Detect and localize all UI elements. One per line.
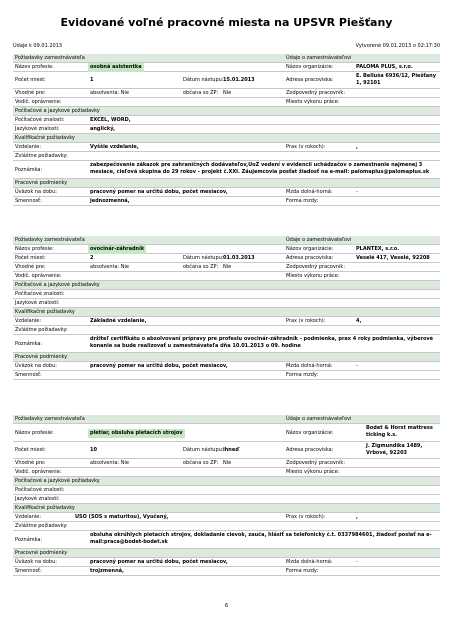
positions-row: Počet miest: 2 Dátum nástupu: 01.03.2013 Adresa pracoviska: Veselé 417, Veselé, 92208	[13, 254, 440, 263]
org-value: PALOMA PLUS, s.r.o.	[356, 64, 413, 70]
org-value: PLANTEX, s.r.o.	[356, 246, 400, 252]
section-header: Počítačové a jazykové požiadavky	[13, 107, 440, 116]
profession-value: ovocinár-záhradník	[90, 246, 145, 252]
section-header: Pracovné podmienky	[13, 353, 440, 362]
note-row: Poznámka: zabezpečovanie zákazok pre zahraničných dodávateľov,UoZ vedení v evidencii uchádzačov o zamestnanie najmenej 3 mesiace, cieľová skupina do 29 rokov - projekt č.XXI. Záujemcovia posťat žiadosť na e-mail: palomaplus@palomaplus.sk	[13, 161, 440, 179]
profession-row: Názov profesie: ovocinár-záhradník Názov organizácie: PLANTEX, s.r.o.	[13, 245, 440, 254]
profession-value: pletiar, obsluha pletacích strojov	[90, 430, 183, 436]
profession-value: osobná asistentka	[90, 64, 142, 70]
page-number: 6	[224, 603, 229, 609]
license-row: Vodič. oprávnenie: Miesto výkonu práce:	[13, 98, 440, 107]
license-row: Vodič. oprávnenie: Miesto výkonu práce:	[13, 272, 440, 281]
job-listing-1: Požiadavky zamestnávateľa Údaje o zamestnávateľovi Názov profesie: osobná asistentka Názov organizácie: PALOMA PLUS, s.r.o. Počet miest: 1 Dátum nástupu: 15.01.2013 Adresa pracoviska: E. Belluša 6936/12, Piešťany 1, 92101 Vhodné pre: absolventa: Nie občana so ZP: Nie Zodpovedný pracovník: Vodič. oprávnenie: Miesto výkonu práce: Počítačové a jazykové požiadavky Počítačové znalosti: EXCEL, WORD, Jazykové znalosti: anglický, Kvalifikačné požiadavky Vzdelanie: Vyššie vzdelanie, Prax (v rokoch): , Zvláštne požiadavky: Poznámka: zabezpečovanie zákazok pre zahraničných dodávateľov,UoZ vedení v evidencii uchádzačov o zamestnanie najmenej 3 mesiace, cieľová skupina do 29 rokov - projekt č.XXI. Záujemcovia posťat žiadosť na e-mail: palomaplus@palomaplus.sk Pracovné podmienky Úväzok na dobu: pracovný pomer na určitú dobu, počet mesiacov, Mzda dolná-horná: - Smennosť: jednozmenná, Forma mzdy:	[13, 54, 440, 206]
created-timestamp: Vytvorené 09.01.2013 o 02:17:30	[355, 43, 440, 49]
license-row: Vodič. oprávnenie: Miesto výkonu práce:	[13, 468, 440, 477]
note-row: Poznámka: držiteľ certifikátu o absolvovaní prípravy pre profesiu ovocinár-záhradník - podmienka, prax 4 roky podmienka, výberové konanie sa bude realizovať u zamestnávateľa dňa 10.01.2013 o 09. hodine	[13, 335, 440, 353]
section-header: Požiadavky zamestnávateľa Údaje o zamestnávateľovi	[13, 415, 440, 424]
section-header: Pracovné podmienky	[13, 179, 440, 188]
profession-row: Názov profesie: pletiar, obsluha pletacích strojov Názov organizácie: Bodet & Horst mattress ticking k.s.	[13, 424, 440, 442]
suitable-row: Vhodné pre: absolventa: Nie občana so ZP: Nie Zodpovedný pracovník:	[13, 89, 440, 98]
section-header: Pracovné podmienky	[13, 549, 440, 558]
positions-row: Počet miest: 10 Dátum nástupu: ihneď Adresa pracoviska: J. Zigmundíka 1489, Vrbové, 92203	[13, 442, 440, 459]
job-listing-2: Požiadavky zamestnávateľa Údaje o zamestnávateľovi Názov profesie: ovocinár-záhradník Názov organizácie: PLANTEX, s.r.o. Počet miest: 2 Dátum nástupu: 01.03.2013 Adresa pracoviska: Veselé 417, Veselé, 92208 Vhodné pre: absolventa: Nie občana so ZP: Nie Zodpovedný pracovník: Vodič. oprávnenie: Miesto výkonu práce: Počítačové a jazykové požiadavky Počítačové znalosti: Jazykové znalosti: Kvalifikačné požiadavky Vzdelanie: Základné vzdelanie, Prax (v rokoch): 4, Zvláštne požiadavky: Poznámka: držiteľ certifikátu o absolvovaní prípravy pre profesiu ovocinár-záhradník - podmienka, prax 4 roky podmienka, výberové konanie sa bude realizovať u zamestnávateľa dňa 10.01.2013 o 09. hodine Pracovné podmienky Úväzok na dobu: pracovný pomer na určitú dobu, počet mesiacov, Mzda dolná-horná: - Smennosť: Forma mzdy:	[13, 236, 440, 380]
note-row: Poznámka: obsluha okrúhlych pletacích strojov, dokladanie cievok, zauča, hlásiť sa telefonicky č.t. 0337984601, žiadosť poslať na e-mail:praca@bodet-bodet.sk	[13, 531, 440, 549]
section-header: Požiadavky zamestnávateľa Údaje o zamestnávateľovi	[13, 236, 440, 245]
job-listing-3: Požiadavky zamestnávateľa Údaje o zamestnávateľovi Názov profesie: pletiar, obsluha pletacích strojov Názov organizácie: Bodet & Horst mattress ticking k.s. Počet miest: 10 Dátum nástupu: ihneď Adresa pracoviska: J. Zigmundíka 1489, Vrbové, 92203 Vhodné pre: absolventa: Nie občana so ZP: Nie Zodpovedný pracovník: Vodič. oprávnenie: Miesto výkonu práce: Počítačové a jazykové požiadavky Počítačové znalosti: Jazykové znalosti: Kvalifikačné požiadavky Vzdelanie: USO (SOS s maturitou), Vyučený, Prax (v rokoch): , Zvláštne požiadavky: Poznámka: obsluha okrúhlych pletacích strojov, dokladanie cievok, zauča, hlásiť sa telefonicky č.t. 0337984601, žiadosť poslať na e-mail:praca@bodet-bodet.sk Pracovné podmienky Úväzok na dobu: pracovný pomer na určitú dobu, počet mesiacov, Mzda dolná-horná: - Smennosť: trojzmenná, Forma mzdy:	[13, 415, 440, 576]
positions-row: Počet miest: 1 Dátum nástupu: 15.01.2013 Adresa pracoviska: E. Belluša 6936/12, Piešťany 1, 92101	[13, 72, 440, 89]
section-header: Požiadavky zamestnávateľa Údaje o zamestnávateľovi	[13, 54, 440, 63]
suitable-row: Vhodné pre: absolventa: Nie občana so ZP: Nie Zodpovedný pracovník:	[13, 263, 440, 272]
section-header: Kvalifikačné požiadavky	[13, 504, 440, 513]
suitable-row: Vhodné pre: absolventa: Nie občana so ZP: Nie Zodpovedný pracovník:	[13, 459, 440, 468]
section-header: Počítačové a jazykové požiadavky	[13, 281, 440, 290]
section-header: Kvalifikačné požiadavky	[13, 134, 440, 143]
page-title: Evidované voľné pracovné miesta na UPSVR Piešťany	[60, 16, 393, 29]
section-header: Kvalifikačné požiadavky	[13, 308, 440, 317]
section-header: Počítačové a jazykové požiadavky	[13, 477, 440, 486]
org-value: Bodet & Horst mattress ticking k.s.	[366, 425, 433, 438]
profession-row: Názov profesie: osobná asistentka Názov organizácie: PALOMA PLUS, s.r.o.	[13, 63, 440, 72]
data-date: Údaje k 09.01.2013	[13, 43, 63, 49]
